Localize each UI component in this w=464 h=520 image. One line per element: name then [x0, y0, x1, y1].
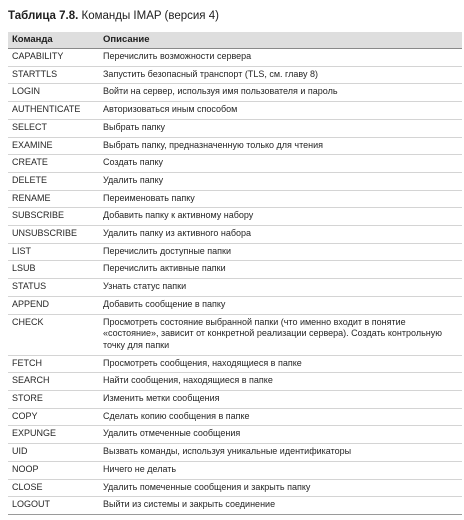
- command-cell: UNSUBSCRIBE: [8, 226, 99, 244]
- command-cell: STATUS: [8, 279, 99, 297]
- command-cell: NOOP: [8, 461, 99, 479]
- description-cell: Удалить папку из активного набора: [99, 226, 462, 244]
- description-cell: Удалить помеченные сообщения и закрыть папку: [99, 479, 462, 497]
- command-cell: CREATE: [8, 155, 99, 173]
- command-cell: FETCH: [8, 355, 99, 373]
- description-cell: Перечислить возможности сервера: [99, 49, 462, 67]
- description-cell: Выйти из системы и закрыть соединение: [99, 497, 462, 515]
- table-row: [8, 208, 462, 226]
- table-row: [8, 408, 462, 426]
- command-cell: CLOSE: [8, 479, 99, 497]
- command-cell: SUBSCRIBE: [8, 208, 99, 226]
- table-row: [8, 479, 462, 497]
- description-cell: Изменить метки сообщения: [99, 391, 462, 409]
- description-cell: Перечислить доступные папки: [99, 243, 462, 261]
- description-cell: Переименовать папку: [99, 190, 462, 208]
- table-row: [8, 279, 462, 297]
- caption-number: Таблица 7.8.: [8, 10, 79, 22]
- table-row: [8, 119, 462, 137]
- description-cell: Ничего не делать: [99, 461, 462, 479]
- header-command: Команда: [8, 32, 99, 49]
- description-cell: Авторизоваться иным способом: [99, 102, 462, 120]
- table-row: [8, 66, 462, 84]
- table-row: [8, 391, 462, 409]
- table-row: [8, 261, 462, 279]
- table-row: [8, 49, 462, 67]
- table-row: [8, 102, 462, 120]
- table-row: [8, 226, 462, 244]
- description-cell: Просмотреть сообщения, находящиеся в папке: [99, 355, 462, 373]
- table-row: [8, 461, 462, 479]
- command-cell: EXPUNGE: [8, 426, 99, 444]
- header-description: Описание: [99, 32, 462, 49]
- description-cell: Удалить папку: [99, 172, 462, 190]
- table-header-row: [8, 32, 462, 49]
- table-row: [8, 426, 462, 444]
- table-row: [8, 373, 462, 391]
- command-cell: DELETE: [8, 172, 99, 190]
- table-row: [8, 155, 462, 173]
- command-cell: EXAMINE: [8, 137, 99, 155]
- table-row: [8, 243, 462, 261]
- command-cell: LOGOUT: [8, 497, 99, 515]
- description-cell: Удалить отмеченные сообщения: [99, 426, 462, 444]
- command-cell: LOGIN: [8, 84, 99, 102]
- description-cell: Добавить сообщение в папку: [99, 296, 462, 314]
- command-cell: STARTTLS: [8, 66, 99, 84]
- table-row: [8, 355, 462, 373]
- command-cell: AUTHENTICATE: [8, 102, 99, 120]
- description-cell: Сделать копию сообщения в папке: [99, 408, 462, 426]
- table-row: [8, 314, 462, 355]
- description-cell: Просмотреть состояние выбранной папки (что именно входит в понятие «состояние», зависит от конкретной реализации сервера). Создать контрольную точку для папки: [99, 314, 462, 355]
- description-cell: Найти сообщения, находящиеся в папке: [99, 373, 462, 391]
- description-cell: Выбрать папку, предназначенную только для чтения: [99, 137, 462, 155]
- table-body: [8, 49, 462, 515]
- command-cell: CHECK: [8, 314, 99, 355]
- description-cell: Узнать статус папки: [99, 279, 462, 297]
- command-cell: APPEND: [8, 296, 99, 314]
- table-caption: [8, 8, 456, 26]
- command-cell: LIST: [8, 243, 99, 261]
- table-row: [8, 84, 462, 102]
- table-row: [8, 296, 462, 314]
- command-cell: LSUB: [8, 261, 99, 279]
- command-cell: COPY: [8, 408, 99, 426]
- description-cell: Выбрать папку: [99, 119, 462, 137]
- description-cell: Добавить папку к активному набору: [99, 208, 462, 226]
- table-row: [8, 497, 462, 515]
- command-cell: SEARCH: [8, 373, 99, 391]
- command-cell: RENAME: [8, 190, 99, 208]
- command-cell: UID: [8, 444, 99, 462]
- description-cell: Перечислить активные папки: [99, 261, 462, 279]
- imap-commands-table: [8, 32, 462, 515]
- command-cell: CAPABILITY: [8, 49, 99, 67]
- caption-title: Команды IMAP (версия 4): [81, 10, 219, 22]
- table-row: [8, 172, 462, 190]
- table-row: [8, 444, 462, 462]
- description-cell: Войти на сервер, используя имя пользователя и пароль: [99, 84, 462, 102]
- description-cell: Создать папку: [99, 155, 462, 173]
- table-row: [8, 190, 462, 208]
- description-cell: Вызвать команды, используя уникальные идентификаторы: [99, 444, 462, 462]
- command-cell: STORE: [8, 391, 99, 409]
- command-cell: SELECT: [8, 119, 99, 137]
- description-cell: Запустить безопасный транспорт (TLS, см. главу 8): [99, 66, 462, 84]
- table-row: [8, 137, 462, 155]
